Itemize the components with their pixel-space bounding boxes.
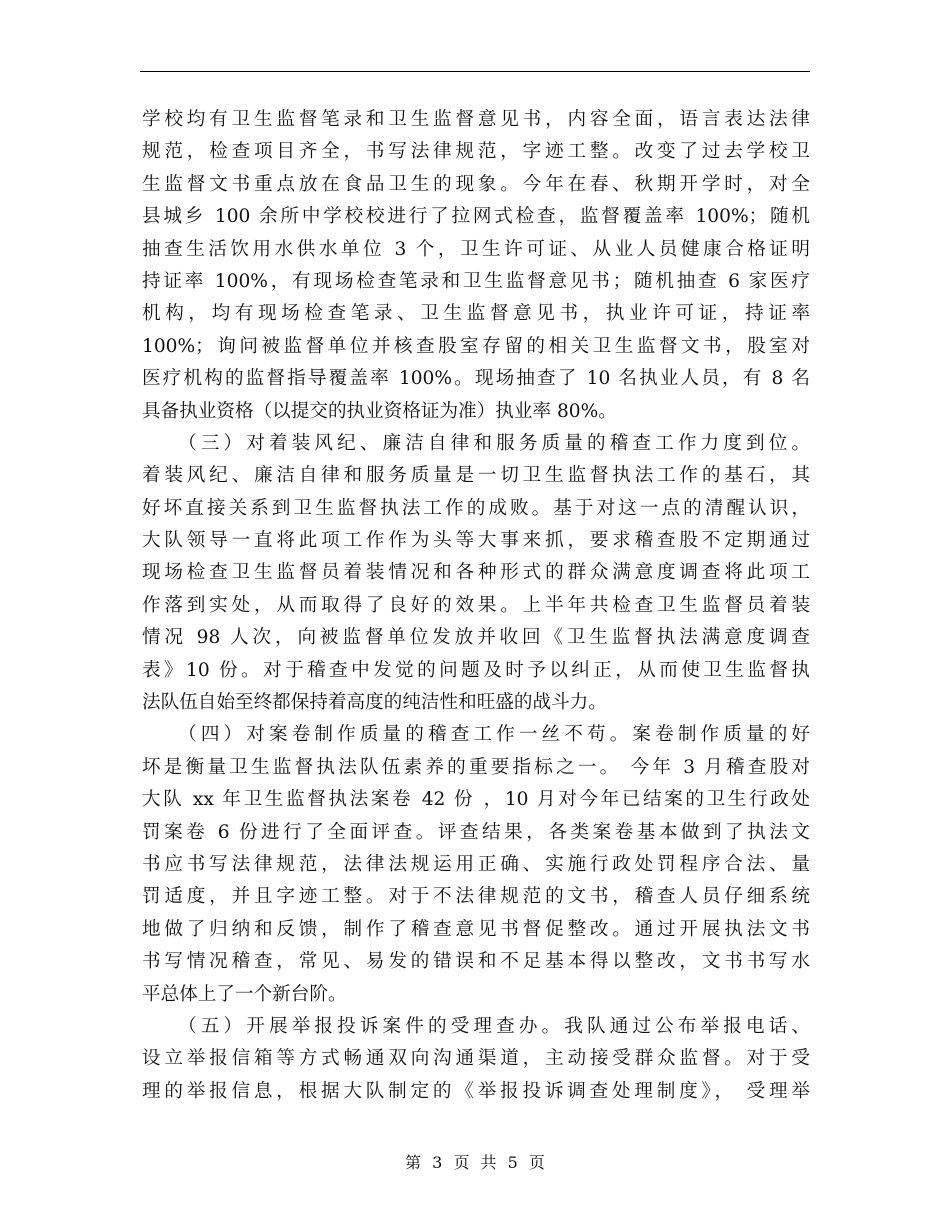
text-line: 设立举报信箱等方式畅通双向沟通渠道，主动接受群众监督。对于受 [142,1048,810,1070]
text-line: 地做了归纳和反馈，制作了稽查意见书督促整改。通过开展执法文书 [142,918,810,940]
text-line: 持证率 100%，有现场检查笔录和卫生监督意见书；随机抽查 6 家医疗 [142,270,810,292]
text-line: 抽查生活饮用水供水单位 3 个，卫生许可证、从业人员健康合格证明 [142,238,810,260]
text-line: 生监督文书重点放在食品卫生的现象。今年在春、秋期开学时，对全 [142,173,810,195]
text-line: 理的举报信息，根据大队制定的《举报投诉调查处理制度》， 受理举 [142,1080,810,1102]
text-line: 平总体上了一个新台阶。 [142,983,347,1005]
text-line: 法队伍自始至终都保持着高度的纯洁性和旺盛的战斗力。 [142,692,607,714]
body-text [142,104,810,1108]
text-line: 着装风纪、廉洁自律和服务质量是一切卫生监督执法工作的基石，其 [142,465,810,487]
text-line: 作落到实处，从而取得了良好的效果。上半年共检查卫生监督员着装 [142,594,810,616]
text-line: （三）对着装风纪、廉洁自律和服务质量的稽查工作力度到位。 [142,432,810,454]
text-line: 规范，检查项目齐全，书写法律规范，字迹工整。改变了过去学校卫 [142,141,810,163]
text-line: 学校均有卫生监督笔录和卫生监督意见书，内容全面，语言表达法律 [142,109,810,130]
text-line: 好坏直接关系到卫生监督执法工作的成败。基于对这一点的清醒认识， [142,497,810,519]
text-line: （五）开展举报投诉案件的受理查办。我队通过公布举报电话、 [142,1015,810,1037]
text-line: 大队 xx 年卫生监督执法案卷 42 份 ，10 月对今年已结案的卫生行政处 [142,789,810,811]
text-line: 表》10 份。对于稽查中发觉的问题及时予以纠正，从而使卫生监督执 [142,659,810,681]
text-line: 具备执业资格（以提交的执业资格证为准）执业率 80%。 [142,400,617,422]
page-footer: 第 3 页 共 5 页 [405,1153,545,1172]
text-line: 大队领导一直将此项工作作为头等大事来抓，要求稽查股不定期通过 [142,530,810,552]
text-line: 机构，均有现场检查笔录、卫生监督意见书，执业许可证，持证率 [142,303,810,325]
text-line: 情况 98 人次，向被监督单位发放并收回《卫生监督执法满意度调查 [142,627,810,649]
header-rule [140,71,810,72]
text-line: 罚案卷 6 份进行了全面评查。评查结果，各类案卷基本做到了执法文 [142,821,810,843]
text-line: 书应书写法律规范，法律法规运用正确、实施行政处罚程序合法、量 [142,853,810,875]
text-line: 现场检查卫生监督员着装情况和各种形式的群众满意度调查将此项工 [142,562,810,584]
text-line: 书写情况稽查，常见、易发的错误和不足基本得以整改，文书书写水 [142,951,810,973]
text-line: 县城乡 100 余所中学校校进行了拉网式检查，监督覆盖率 100%；随机 [142,206,810,228]
text-line: （四）对案卷制作质量的稽查工作一丝不苟。案卷制作质量的好 [142,724,810,746]
text-line: 坏是衡量卫生监督执法队伍素养的重要指标之一。 今年 3 月稽查股对 [142,756,810,778]
text-line: 医疗机构的监督指导覆盖率 100%。现场抽查了 10 名执业人员，有 8 名 [142,368,810,390]
text-line: 100%；询问被监督单位并核查股室存留的相关卫生监督文书，股室对 [142,335,810,357]
text-line: 罚适度，并且字迹工整。对于不法律规范的文书，稽查人员仔细系统 [142,886,810,908]
